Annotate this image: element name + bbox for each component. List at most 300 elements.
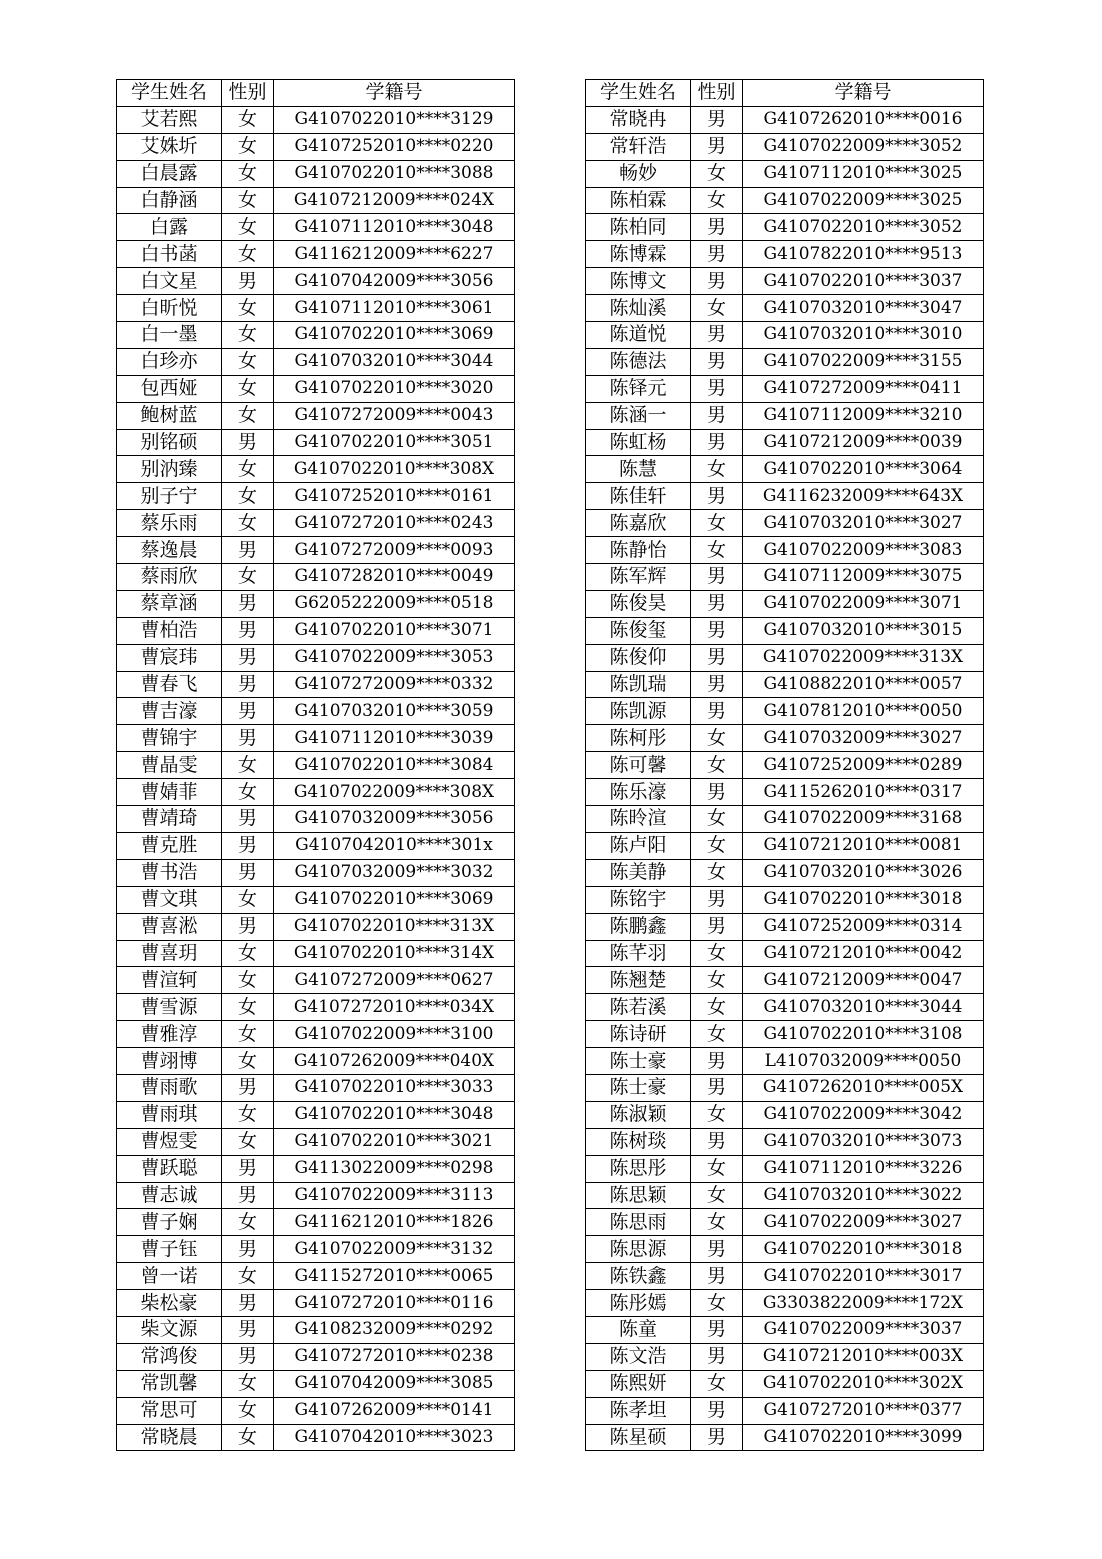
table-row xyxy=(586,429,984,456)
table-row xyxy=(117,1155,515,1182)
student-name-cell: 陈熙妍 xyxy=(586,1370,691,1397)
student-name-cell: 曹文琪 xyxy=(117,886,222,913)
student-name-cell: 艾若熙 xyxy=(117,106,222,133)
student-id-cell: L4107032009****0050 xyxy=(743,1048,984,1075)
gender-cell: 女 xyxy=(691,537,743,564)
table-row xyxy=(117,1128,515,1155)
table-row xyxy=(117,375,515,402)
table-row xyxy=(117,940,515,967)
gender-cell: 男 xyxy=(691,322,743,349)
student-id-cell: G4107212010****0042 xyxy=(743,940,984,967)
gender-cell: 女 xyxy=(691,160,743,187)
student-id-cell: G4107022010****308X xyxy=(274,456,515,483)
student-name-cell: 陈铁鑫 xyxy=(586,1263,691,1290)
student-name-cell: 曹翊博 xyxy=(117,1048,222,1075)
student-id-cell: G4107022010****3021 xyxy=(274,1128,515,1155)
table-row xyxy=(586,483,984,510)
table-row xyxy=(586,456,984,483)
gender-cell: 男 xyxy=(222,725,274,752)
table-row xyxy=(586,1263,984,1290)
student-name-cell: 柴松豪 xyxy=(117,1290,222,1317)
student-id-cell: G4107262009****040X xyxy=(274,1048,515,1075)
table-row xyxy=(117,644,515,671)
student-name-cell: 曹锦宇 xyxy=(117,725,222,752)
gender-cell: 女 xyxy=(222,1048,274,1075)
student-name-cell: 陈凯瑞 xyxy=(586,671,691,698)
table-row xyxy=(586,752,984,779)
student-id-cell: G4115262010****0317 xyxy=(743,779,984,806)
student-id-cell: G4107042010****3023 xyxy=(274,1424,515,1451)
gender-cell: 男 xyxy=(222,268,274,295)
student-id-cell: G4107022010****302X xyxy=(743,1370,984,1397)
gender-cell: 男 xyxy=(691,1263,743,1290)
gender-cell: 女 xyxy=(222,375,274,402)
roster-table-right xyxy=(585,79,984,1451)
student-id-cell: G4107032010****3015 xyxy=(743,617,984,644)
gender-cell: 女 xyxy=(691,859,743,886)
gender-cell: 男 xyxy=(691,1236,743,1263)
table-row xyxy=(117,322,515,349)
student-name-cell: 畅妙 xyxy=(586,160,691,187)
student-id-cell: G4107022009****3027 xyxy=(743,1209,984,1236)
gender-cell: 女 xyxy=(222,160,274,187)
table-row xyxy=(117,779,515,806)
student-name-cell: 鲍树蓝 xyxy=(117,402,222,429)
table-row xyxy=(586,1128,984,1155)
student-name-cell: 白珍亦 xyxy=(117,348,222,375)
header-row xyxy=(586,80,984,107)
gender-cell: 女 xyxy=(222,1209,274,1236)
table-row xyxy=(117,859,515,886)
gender-cell: 男 xyxy=(691,617,743,644)
student-name-cell: 曹宸玮 xyxy=(117,644,222,671)
table-row xyxy=(586,913,984,940)
table-row xyxy=(117,268,515,295)
student-name-cell: 陈虹杨 xyxy=(586,429,691,456)
table-row xyxy=(117,429,515,456)
student-name-cell: 陈柯彤 xyxy=(586,725,691,752)
student-name-cell: 常轩浩 xyxy=(586,133,691,160)
table-row xyxy=(586,1370,984,1397)
student-name-cell: 陈士豪 xyxy=(586,1074,691,1101)
gender-cell: 女 xyxy=(222,348,274,375)
table-row xyxy=(117,564,515,591)
table-row xyxy=(586,402,984,429)
student-name-cell: 陈佳轩 xyxy=(586,483,691,510)
gender-cell: 男 xyxy=(222,537,274,564)
student-id-cell: G4107262010****0016 xyxy=(743,106,984,133)
gender-cell: 男 xyxy=(691,483,743,510)
table-row xyxy=(117,241,515,268)
gender-cell: 女 xyxy=(222,1397,274,1424)
gender-cell: 男 xyxy=(222,859,274,886)
table-row xyxy=(586,1021,984,1048)
table-row xyxy=(586,1290,984,1317)
gender-cell: 男 xyxy=(691,1424,743,1451)
gender-cell: 女 xyxy=(222,1128,274,1155)
student-name-cell: 白文星 xyxy=(117,268,222,295)
table-row xyxy=(586,1101,984,1128)
student-name-cell: 别铭硕 xyxy=(117,429,222,456)
student-id-cell: G4107822010****9513 xyxy=(743,241,984,268)
student-name-cell: 曹雅淳 xyxy=(117,1021,222,1048)
student-id-cell: G4107032010****3059 xyxy=(274,698,515,725)
table-row xyxy=(117,1182,515,1209)
table-row xyxy=(586,537,984,564)
student-id-cell: G4107042009****3085 xyxy=(274,1370,515,1397)
table-row xyxy=(117,698,515,725)
student-id-cell: G4107022009****3071 xyxy=(743,590,984,617)
table-row xyxy=(586,510,984,537)
student-id-cell: G4107212009****0047 xyxy=(743,967,984,994)
student-name-cell: 陈士豪 xyxy=(586,1048,691,1075)
gender-cell: 男 xyxy=(222,429,274,456)
table-row xyxy=(117,913,515,940)
gender-cell: 男 xyxy=(222,1074,274,1101)
table-row xyxy=(586,859,984,886)
student-id-cell: G4107112010****3039 xyxy=(274,725,515,752)
student-name-cell: 曹跃聪 xyxy=(117,1155,222,1182)
student-name-cell: 陈孝坦 xyxy=(586,1397,691,1424)
student-id-cell: G4107032009****3027 xyxy=(743,725,984,752)
gender-cell: 女 xyxy=(691,967,743,994)
gender-cell: 女 xyxy=(222,214,274,241)
student-id-cell: G4107032010****3022 xyxy=(743,1182,984,1209)
student-name-cell: 陈若溪 xyxy=(586,994,691,1021)
student-name-cell: 陈可馨 xyxy=(586,752,691,779)
student-id-cell: G4107272010****034X xyxy=(274,994,515,1021)
student-name-cell: 白一墨 xyxy=(117,322,222,349)
gender-cell: 男 xyxy=(691,1128,743,1155)
gender-cell: 女 xyxy=(222,1424,274,1451)
gender-cell: 男 xyxy=(691,779,743,806)
gender-cell: 女 xyxy=(691,752,743,779)
table-row xyxy=(117,832,515,859)
gender-cell: 女 xyxy=(222,187,274,214)
student-name-cell: 曹克胜 xyxy=(117,832,222,859)
table-row xyxy=(586,348,984,375)
student-name-cell: 曹婧菲 xyxy=(117,779,222,806)
gender-cell: 女 xyxy=(222,106,274,133)
student-id-cell: G4107022009****3100 xyxy=(274,1021,515,1048)
table-row xyxy=(117,1397,515,1424)
student-name-cell: 陈鹏鑫 xyxy=(586,913,691,940)
student-id-cell: G4107032010****3044 xyxy=(274,348,515,375)
gender-cell: 女 xyxy=(222,133,274,160)
student-id-cell: G4107272009****0043 xyxy=(274,402,515,429)
gender-cell: 女 xyxy=(222,779,274,806)
student-name-cell: 陈俊昊 xyxy=(586,590,691,617)
table-row xyxy=(586,940,984,967)
table-row xyxy=(586,806,984,833)
student-id-cell: G4107022009****3132 xyxy=(274,1236,515,1263)
student-id-cell: G4107022009****3037 xyxy=(743,1316,984,1343)
student-name-cell: 陈博霖 xyxy=(586,241,691,268)
table-row xyxy=(117,590,515,617)
gender-cell: 女 xyxy=(222,241,274,268)
table-row xyxy=(586,1048,984,1075)
student-id-cell: G4107272010****0377 xyxy=(743,1397,984,1424)
student-name-cell: 陈道悦 xyxy=(586,322,691,349)
student-name-cell: 陈诗研 xyxy=(586,1021,691,1048)
table-row xyxy=(117,537,515,564)
student-name-cell: 陈俊仰 xyxy=(586,644,691,671)
table-row xyxy=(117,1290,515,1317)
gender-cell: 男 xyxy=(691,348,743,375)
student-id-cell: G4113022009****0298 xyxy=(274,1155,515,1182)
student-id-cell: G4107022010****3018 xyxy=(743,886,984,913)
student-id-cell: G4107022009****3155 xyxy=(743,348,984,375)
table-row xyxy=(117,1316,515,1343)
gender-cell: 女 xyxy=(222,967,274,994)
student-name-cell: 曹柏浩 xyxy=(117,617,222,644)
gender-cell: 女 xyxy=(691,1290,743,1317)
gender-cell: 男 xyxy=(222,617,274,644)
gender-cell: 女 xyxy=(222,752,274,779)
table-row xyxy=(117,348,515,375)
gender-cell: 女 xyxy=(222,510,274,537)
student-id-cell: G4107272009****0627 xyxy=(274,967,515,994)
student-name-cell: 陈淑颖 xyxy=(586,1101,691,1128)
gender-cell: 男 xyxy=(222,698,274,725)
student-id-cell: G4107282010****0049 xyxy=(274,564,515,591)
student-name-cell: 陈星硕 xyxy=(586,1424,691,1451)
table-row xyxy=(586,1074,984,1101)
student-name-cell: 曹喜玥 xyxy=(117,940,222,967)
student-name-cell: 曹子钰 xyxy=(117,1236,222,1263)
header-gender: 性别 xyxy=(691,80,743,107)
table-row xyxy=(117,1101,515,1128)
header-name: 学生姓名 xyxy=(117,80,222,107)
student-id-cell: G4107022009****3053 xyxy=(274,644,515,671)
gender-cell: 男 xyxy=(691,671,743,698)
table-row xyxy=(117,483,515,510)
student-id-cell: G4107022010****3099 xyxy=(743,1424,984,1451)
student-name-cell: 陈涵一 xyxy=(586,402,691,429)
student-id-cell: G4107272010****0116 xyxy=(274,1290,515,1317)
student-id-cell: G4107022010****3084 xyxy=(274,752,515,779)
table-row xyxy=(586,106,984,133)
gender-cell: 男 xyxy=(222,832,274,859)
student-name-cell: 陈嘉欣 xyxy=(586,510,691,537)
header-name: 学生姓名 xyxy=(586,80,691,107)
gender-cell: 女 xyxy=(691,806,743,833)
gender-cell: 女 xyxy=(691,994,743,1021)
table-row xyxy=(586,671,984,698)
table-row xyxy=(117,133,515,160)
gender-cell: 女 xyxy=(222,1263,274,1290)
student-id-cell: G4107032010****3047 xyxy=(743,295,984,322)
gender-cell: 女 xyxy=(691,832,743,859)
student-id-cell: G4107032010****3044 xyxy=(743,994,984,1021)
student-name-cell: 陈乐濠 xyxy=(586,779,691,806)
student-name-cell: 曹煜雯 xyxy=(117,1128,222,1155)
student-name-cell: 陈思彤 xyxy=(586,1155,691,1182)
student-id-cell: G4107022010****3020 xyxy=(274,375,515,402)
student-id-cell: G4107272009****0411 xyxy=(743,375,984,402)
table-row xyxy=(586,375,984,402)
table-row xyxy=(586,322,984,349)
gender-cell: 男 xyxy=(691,1343,743,1370)
student-id-cell: G4107022010****3071 xyxy=(274,617,515,644)
student-id-cell: G4107022010****3069 xyxy=(274,322,515,349)
student-id-cell: G4107032010****3026 xyxy=(743,859,984,886)
gender-cell: 男 xyxy=(691,913,743,940)
table-row xyxy=(117,725,515,752)
table-row xyxy=(117,1074,515,1101)
student-id-cell: G4107032010****3010 xyxy=(743,322,984,349)
table-row xyxy=(586,994,984,1021)
gender-cell: 女 xyxy=(222,402,274,429)
student-id-cell: G4107272009****0093 xyxy=(274,537,515,564)
student-name-cell: 陈俊玺 xyxy=(586,617,691,644)
student-name-cell: 陈柏霖 xyxy=(586,187,691,214)
student-id-cell: G4107022009****3083 xyxy=(743,537,984,564)
gender-cell: 女 xyxy=(222,1021,274,1048)
gender-cell: 男 xyxy=(691,402,743,429)
table-row xyxy=(117,1021,515,1048)
gender-cell: 男 xyxy=(691,375,743,402)
gender-cell: 男 xyxy=(691,1316,743,1343)
student-name-cell: 曹喜淞 xyxy=(117,913,222,940)
student-name-cell: 白静涵 xyxy=(117,187,222,214)
gender-cell: 男 xyxy=(691,698,743,725)
table-row xyxy=(117,752,515,779)
gender-cell: 女 xyxy=(691,1021,743,1048)
student-name-cell: 陈凯源 xyxy=(586,698,691,725)
table-row xyxy=(117,510,515,537)
student-id-cell: G4107272010****0243 xyxy=(274,510,515,537)
table-row xyxy=(117,886,515,913)
student-name-cell: 曹渲轲 xyxy=(117,967,222,994)
student-name-cell: 曾一诺 xyxy=(117,1263,222,1290)
student-name-cell: 陈铭宇 xyxy=(586,886,691,913)
table-row xyxy=(117,806,515,833)
gender-cell: 女 xyxy=(222,456,274,483)
gender-cell: 女 xyxy=(222,483,274,510)
student-id-cell: G4107022010****3052 xyxy=(743,214,984,241)
student-id-cell: G4107112010****3226 xyxy=(743,1155,984,1182)
student-id-cell: G4107262009****0141 xyxy=(274,1397,515,1424)
gender-cell: 女 xyxy=(691,510,743,537)
student-id-cell: G4107112010****3061 xyxy=(274,295,515,322)
student-name-cell: 别子宁 xyxy=(117,483,222,510)
student-name-cell: 陈德法 xyxy=(586,348,691,375)
student-id-cell: G4115272010****0065 xyxy=(274,1263,515,1290)
table-row xyxy=(586,617,984,644)
student-id-cell: G4107212009****0039 xyxy=(743,429,984,456)
table-row xyxy=(586,1182,984,1209)
student-id-cell: G4107022010****3129 xyxy=(274,106,515,133)
student-name-cell: 陈美静 xyxy=(586,859,691,886)
student-name-cell: 陈彤嫣 xyxy=(586,1290,691,1317)
gender-cell: 男 xyxy=(222,913,274,940)
table-row xyxy=(586,886,984,913)
student-name-cell: 白露 xyxy=(117,214,222,241)
table-row xyxy=(586,590,984,617)
student-name-cell: 曹春飞 xyxy=(117,671,222,698)
student-name-cell: 陈博文 xyxy=(586,268,691,295)
student-id-cell: G4116232009****643X xyxy=(743,483,984,510)
student-name-cell: 陈思雨 xyxy=(586,1209,691,1236)
student-id-cell: G4107032010****3073 xyxy=(743,1128,984,1155)
table-row xyxy=(586,295,984,322)
student-name-cell: 曹晶雯 xyxy=(117,752,222,779)
student-id-cell: G4107212010****003X xyxy=(743,1343,984,1370)
gender-cell: 男 xyxy=(691,268,743,295)
student-name-cell: 蔡逸晨 xyxy=(117,537,222,564)
student-name-cell: 曹靖琦 xyxy=(117,806,222,833)
table-row xyxy=(586,564,984,591)
student-id-cell: G4107022010****3048 xyxy=(274,1101,515,1128)
gender-cell: 男 xyxy=(222,1182,274,1209)
gender-cell: 男 xyxy=(691,564,743,591)
table-row xyxy=(586,268,984,295)
gender-cell: 男 xyxy=(691,214,743,241)
student-name-cell: 艾姝圻 xyxy=(117,133,222,160)
student-id-cell: G4107032010****3027 xyxy=(743,510,984,537)
student-name-cell: 陈静怡 xyxy=(586,537,691,564)
student-id-cell: G4116212009****6227 xyxy=(274,241,515,268)
student-name-cell: 曹子娴 xyxy=(117,1209,222,1236)
student-id-cell: G4107042010****301x xyxy=(274,832,515,859)
student-id-cell: G4107252009****0289 xyxy=(743,752,984,779)
student-id-cell: G4108822010****0057 xyxy=(743,671,984,698)
student-id-cell: G4107022010****3069 xyxy=(274,886,515,913)
student-name-cell: 白书菡 xyxy=(117,241,222,268)
student-id-cell: G4107022009****3113 xyxy=(274,1182,515,1209)
header-row xyxy=(117,80,515,107)
student-name-cell: 别汭臻 xyxy=(117,456,222,483)
student-id-cell: G4108232009****0292 xyxy=(274,1316,515,1343)
student-id-cell: G4107022010****3108 xyxy=(743,1021,984,1048)
gender-cell: 男 xyxy=(691,644,743,671)
student-name-cell: 陈铎元 xyxy=(586,375,691,402)
student-id-cell: G4107262010****005X xyxy=(743,1074,984,1101)
gender-cell: 女 xyxy=(691,295,743,322)
table-row xyxy=(117,1209,515,1236)
gender-cell: 女 xyxy=(222,295,274,322)
student-name-cell: 蔡乐雨 xyxy=(117,510,222,537)
table-row xyxy=(586,779,984,806)
table-row xyxy=(586,214,984,241)
roster-table-left xyxy=(116,79,515,1451)
gender-cell: 男 xyxy=(691,1074,743,1101)
student-id-cell: G4107252009****0314 xyxy=(743,913,984,940)
gender-cell: 女 xyxy=(691,725,743,752)
student-id-cell: G4107022010****314X xyxy=(274,940,515,967)
student-name-cell: 柴文源 xyxy=(117,1316,222,1343)
gender-cell: 男 xyxy=(222,1343,274,1370)
table-row xyxy=(117,295,515,322)
student-name-cell: 常晓晨 xyxy=(117,1424,222,1451)
student-name-cell: 陈童 xyxy=(586,1316,691,1343)
student-name-cell: 白晨露 xyxy=(117,160,222,187)
gender-cell: 女 xyxy=(222,564,274,591)
gender-cell: 男 xyxy=(222,1155,274,1182)
gender-cell: 女 xyxy=(691,1209,743,1236)
table-row xyxy=(117,1370,515,1397)
student-id-cell: G4107112009****3210 xyxy=(743,402,984,429)
student-name-cell: 蔡章涵 xyxy=(117,590,222,617)
gender-cell: 男 xyxy=(222,1316,274,1343)
table-row xyxy=(117,617,515,644)
student-name-cell: 包西娅 xyxy=(117,375,222,402)
table-row xyxy=(117,1236,515,1263)
table-row xyxy=(117,1048,515,1075)
gender-cell: 男 xyxy=(222,806,274,833)
table-row xyxy=(117,106,515,133)
